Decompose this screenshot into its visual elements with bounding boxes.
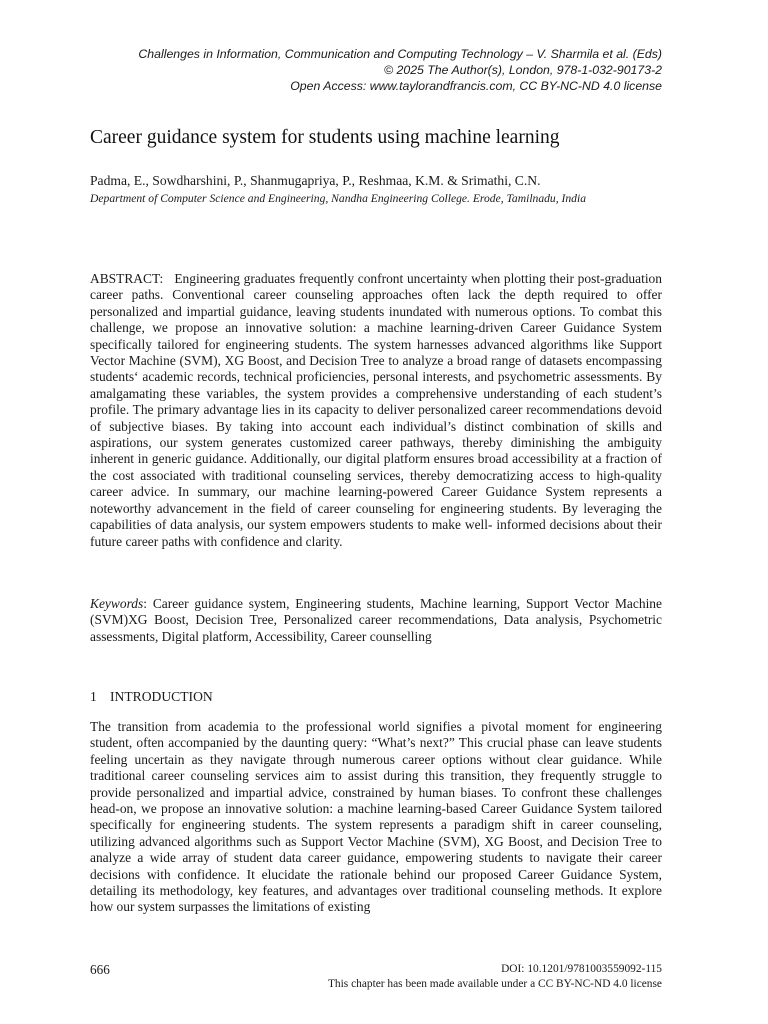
doi-text: DOI: 10.1201/9781003559092-115 [501,963,662,975]
page-number: 666 [90,962,110,977]
keywords: Keywords: Career guidance system, Engineering students, Machine learning, Support Vector Machine (SVM)XG Boost, Decision Tree, Personalized career recommendations, Data analysis, Psychometric assessments, Digital platform, Accessibility, Career counselling [90,596,662,644]
author-list: Padma, E., Sowdharshini, P., Shanmugapriya, P., Reshmaa, K.M. & Srimathi, C.N. [90,173,541,188]
page-footer [242,962,662,991]
section-title: INTRODUCTION [110,689,213,704]
header-copyright: © 2025 The Author(s), London, 978-1-032-90173-2 [384,63,662,77]
paper-title: Career guidance system for students using machine learning [90,127,560,148]
section-heading [90,688,662,705]
header-book-title: Challenges in Information, Communication and Computing Technology – V. Sharmila et al. (Eds) [138,47,662,61]
header-open-access: Open Access: www.taylorandfrancis.com, CC BY-NC-ND 4.0 license [290,79,662,93]
introduction-paragraph: The transition from academia to the professional world signifies a pivotal moment for engineering student, often accompanied by the daunting query: “What’s next?” This crucial phase can leave students feeling uncertain as they navigate through numerous career options without clear guidance. While traditional career counseling services aim to assist during this transition, they frequently struggle to provide personalized and impartial advice, constrained by human biases. To confront these challenges head-on, we propose an innovative solution: a machine learning-based Career Guidance System tailored specifically for engineering students. The system represents a paradigm shift in career counseling, utilizing advanced algorithms such as Support Vector Machine (SVM), XG Boost, and Decision Tree to analyze a wide array of student data career guidance, empowering students to navigate their career decisions with confidence. It elucidate the rationale behind our proposed Career Guidance System, detailing its methodology, key features, and advantages over traditional counseling methods. It explore how our system surpasses the limitations of existing [90,719,662,915]
license-note: This chapter has been made available under a CC BY-NC-ND 4.0 license [327,977,662,990]
abstract-label: ABSTRACT: [90,271,164,286]
author-affiliation: Department of Computer Science and Engineering, Nandha Engineering College. Erode, Tamilnadu, India [90,192,586,205]
running-header [90,46,662,94]
keywords-label: Keywords [90,596,144,611]
section-number: 1 [90,689,97,704]
paper-page [90,0,662,1024]
keywords-text: Career guidance system, Engineering students, Machine learning, Support Vector Machine (SVM)XG Boost, Decision Tree, Personalized career recommendations, Data analysis, Psychometric assessments, Digital platform, Accessibility, Career counselling [90,596,662,644]
abstract [90,271,662,550]
abstract-text: Engineering graduates frequently confront uncertainty when plotting their post-graduation career paths. Conventional career counseling approaches often lack the depth required to offer personalized and impartial guidance, leaving students inundated with numerous options. To combat this challenge, we propose an innovative solution: a machine learning-driven Career Guidance System specifically tailored for engineering students. The system harnesses advanced algorithms like Support Vector Machine (SVM), XG Boost, and Decision Tree to analyze a broad range of datasets encompassing students‘ academic records, technical proficiencies, personal interests, and psychometric assessments. By amalgamating these variables, the system provides a comprehensive understanding of each student’s profile. The primary advantage lies in its capacity to deliver personalized career recommendations devoid of subjective biases. By taking into account each individual’s distinct combination of skills and aspirations, our system generates customized career pathways, thereby diminishing the ambiguity inherent in generic guidance. Additionally, our digital platform ensures broad accessibility at a fraction of the cost associated with traditional counseling services, thereby democratizing access to high-quality career advice. In summary, our machine learning-powered Career Guidance System represents a noteworthy advancement in the field of career counseling for engineering students. By leveraging the capabilities of data analysis, our system empowers students to make well- informed decisions about their future career paths with confidence and clarity. [90,271,662,549]
